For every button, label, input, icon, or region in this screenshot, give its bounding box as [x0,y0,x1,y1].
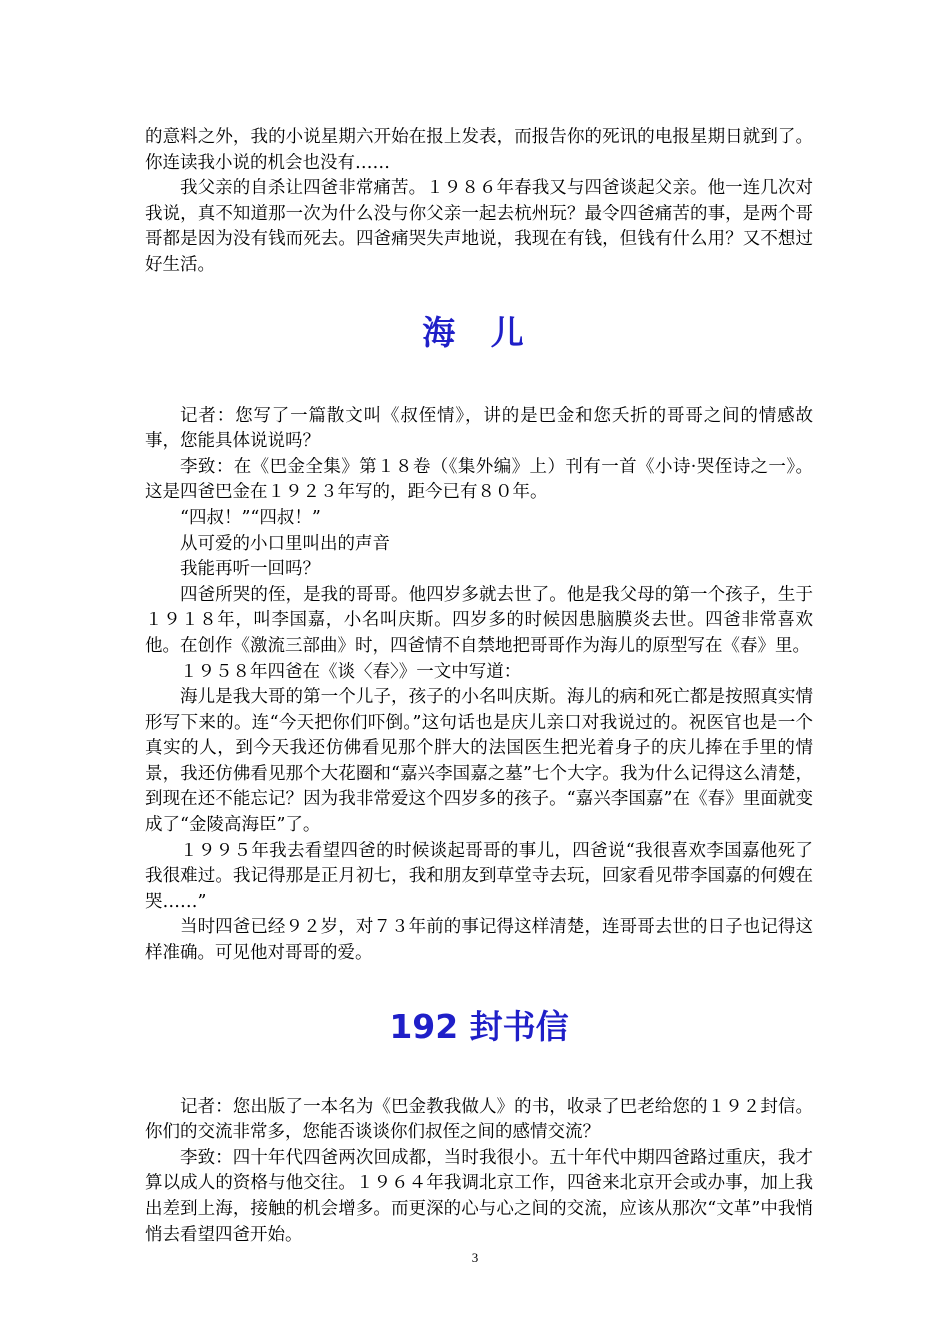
poem-line: 我能再听一回吗？ [180,559,320,580]
paragraph: １９５８年四爸在《谈〈春〉》一文中写道： [180,661,522,682]
paragraph: 我父亲的自杀让四爸非常痛苦。１９８６年春我又与四爸谈起父亲。他一连几次对我说，真不知道那一次为什么没与你父亲一起去杭州玩？最令四爸痛苦的事，是两个哥哥都是因为没有钱而死去。四爸痛哭失声地说，我现在有钱，但钱有什么用？又不想过好生活。 [145,178,813,275]
quoted-paragraph: 海儿是我大哥的第一个儿子，孩子的小名叫庆斯。海儿的病和死亡都是按照真实情形写下来的。连“今天把你们吓倒。”这句话也是庆儿亲口对我说过的。祝医官也是一个真实的人，到今天我还仿佛看见那个胖大的法国医生把光着身子的庆儿捧在手里的情景，我还仿佛看见那个大花圈和“嘉兴李国嘉之墓”七个大字。我为什么记得这么清楚，到现在还不能忘记？因为我非常爱这个四岁多的孩子。“嘉兴李国嘉”在《春》里面就变成了“金陵高海臣”了。 [145,687,813,836]
paragraph: １９９５年我去看望四爸的时候谈起哥哥的事儿，四爸说“我很喜欢李国嘉他死了我很难过。我记得那是正月初七，我和朋友到草堂寺去玩，回家看见带李国嘉的何嫂在哭……” [145,840,813,912]
paragraph: 李致：四十年代四爸两次回成都，当时我很小。五十年代中期四爸路过重庆，我才算以成人的资格与他交往。１９６４年我调北京工作，四爸来北京开会或办事，加上我出差到上海，接触的机会增多。而更深的心与心之间的交流，应该从那次“文革”中我悄悄去看望四爸开始。 [145,1147,813,1245]
section-heading-letters: 192 封书信 [389,1006,569,1046]
page-content [145,125,813,1248]
page-number: 3 [471,1250,479,1265]
paragraph: 李致：在《巴金全集》第１８卷（《集外编》上）刊有一首《小诗·哭侄诗之一》。这是四爸巴金在１９２３年写的，距今已有８０年。 [145,456,813,503]
paragraph: 当时四爸已经９２岁，对７３年前的事记得这样清楚，连哥哥去世的日子也记得这样准确。可见他对哥哥的爱。 [145,917,813,964]
paragraph: 记者：您出版了一本名为《巴金教我做人》的书，收录了巴老给您的１９２封信。你们的交流非常多，您能否谈谈你们叔侄之间的感情交流？ [145,1096,813,1143]
section-heading-haier: 海 儿 [422,312,536,352]
poem-line: “四叔！”“四叔！” [180,507,321,528]
poem-line: 从可爱的小口里叫出的声音 [180,533,390,554]
paragraph: 记者：您写了一篇散文叫《叔侄情》，讲的是巴金和您夭折的哥哥之间的情感故事，您能具体说说吗？ [145,405,813,452]
paragraph: 的意料之外，我的小说星期六开始在报上发表，而报告你的死讯的电报星期日就到了。你连读我小说的机会也没有…… [145,127,813,173]
paragraph: 四爸所哭的侄，是我的哥哥。他四岁多就去世了。他是我父母的第一个孩子，生于１９１８年，叫李国嘉，小名叫庆斯。四岁多的时候因患脑膜炎去世。四爸非常喜欢他。在创作《激流三部曲》时，四爸情不自禁地把哥哥作为海儿的原型写在《春》里。 [145,584,813,656]
